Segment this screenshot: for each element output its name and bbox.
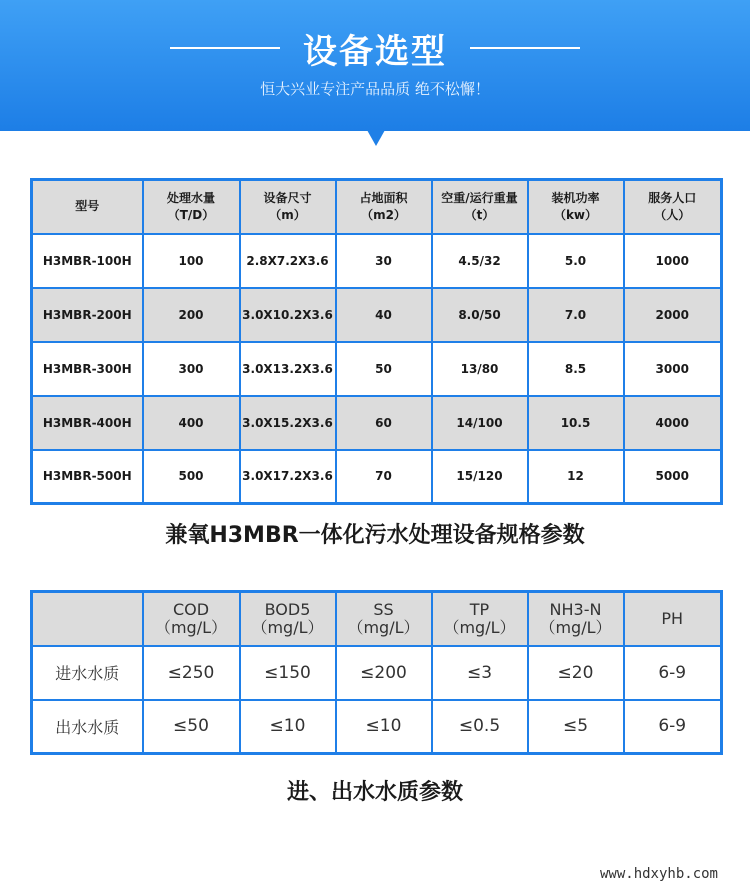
- table-row: [32, 342, 722, 396]
- spec-header-capacity: 处理水量 （T/D）: [143, 180, 240, 234]
- spec-header-weight: 空重/运行重量 （t）: [432, 180, 528, 234]
- page-subtitle: 恒大兴业专注产品品质 绝不松懈！: [260, 80, 490, 98]
- spec-cell: H3MBR-400H: [32, 396, 143, 450]
- spec-cell: 100: [143, 234, 240, 288]
- spec-cell: 30: [336, 234, 432, 288]
- quality-header-bod5: BOD5 （mg/L）: [240, 592, 336, 646]
- quality-cell: ≤3: [432, 646, 528, 700]
- page-title: 设备选型: [303, 32, 447, 72]
- spec-table: [30, 178, 723, 505]
- spec-cell: 2.8X7.2X3.6: [240, 234, 336, 288]
- spec-cell: 70: [336, 450, 432, 504]
- spec-cell: H3MBR-100H: [32, 234, 143, 288]
- quality-cell: ≤0.5: [432, 700, 528, 754]
- spec-cell: 2000: [624, 288, 722, 342]
- quality-header-nh3n: NH3-N （mg/L）: [528, 592, 624, 646]
- spec-cell: 4000: [624, 396, 722, 450]
- spec-cell: 10.5: [528, 396, 624, 450]
- table-row: [32, 700, 722, 754]
- table-row: [32, 646, 722, 700]
- spec-cell: 8.0/50: [432, 288, 528, 342]
- quality-cell: ≤150: [240, 646, 336, 700]
- spec-cell: 3.0X10.2X3.6: [240, 288, 336, 342]
- title-decor-line-right: [470, 47, 580, 49]
- spec-table-caption: 兼氧H3MBR一体化污水处理设备规格参数: [165, 523, 585, 548]
- spec-cell: 5000: [624, 450, 722, 504]
- water-quality-table: [30, 590, 723, 755]
- spec-cell: 12: [528, 450, 624, 504]
- quality-header-cod: COD （mg/L）: [143, 592, 240, 646]
- spec-cell: 8.5: [528, 342, 624, 396]
- quality-cell: ≤50: [143, 700, 240, 754]
- table-row: [32, 288, 722, 342]
- spec-cell: 500: [143, 450, 240, 504]
- spec-cell: 15/120: [432, 450, 528, 504]
- spec-cell: 3.0X13.2X3.6: [240, 342, 336, 396]
- quality-header-blank: [32, 592, 143, 646]
- quality-cell: ≤10: [336, 700, 432, 754]
- quality-cell: ≤200: [336, 646, 432, 700]
- quality-cell: 6-9: [624, 646, 722, 700]
- quality-cell: ≤5: [528, 700, 624, 754]
- spec-cell: H3MBR-300H: [32, 342, 143, 396]
- spec-cell: 7.0: [528, 288, 624, 342]
- quality-header-ph: PH: [624, 592, 722, 646]
- spec-cell: 13/80: [432, 342, 528, 396]
- spec-cell: 200: [143, 288, 240, 342]
- quality-header-tp: TP （mg/L）: [432, 592, 528, 646]
- table-row: [32, 234, 722, 288]
- quality-cell: ≤20: [528, 646, 624, 700]
- spec-header-model: 型号: [32, 180, 143, 234]
- spec-cell: 50: [336, 342, 432, 396]
- table-row: [32, 450, 722, 504]
- table-row: [32, 396, 722, 450]
- quality-table-caption: 进、出水水质参数: [286, 780, 463, 805]
- spec-cell: 60: [336, 396, 432, 450]
- spec-header-row: [32, 180, 722, 234]
- spec-cell: H3MBR-500H: [32, 450, 143, 504]
- spec-cell: 40: [336, 288, 432, 342]
- spec-header-power: 装机功率 （kw）: [528, 180, 624, 234]
- quality-cell: 6-9: [624, 700, 722, 754]
- spec-header-area: 占地面积 （m2）: [336, 180, 432, 234]
- quality-header-row: [32, 592, 722, 646]
- spec-header-size: 设备尺寸 （m）: [240, 180, 336, 234]
- spec-cell: H3MBR-200H: [32, 288, 143, 342]
- spec-cell: 300: [143, 342, 240, 396]
- website-url: www.hdxyhb.com: [599, 866, 718, 882]
- spec-cell: 5.0: [528, 234, 624, 288]
- quality-cell: ≤10: [240, 700, 336, 754]
- spec-cell: 400: [143, 396, 240, 450]
- spec-cell: 14/100: [432, 396, 528, 450]
- spec-cell: 3000: [624, 342, 722, 396]
- spec-header-population: 服务人口 （人）: [624, 180, 722, 234]
- quality-row-label: 出水水质: [32, 700, 143, 754]
- banner-pointer-icon: [367, 130, 385, 146]
- spec-cell: 3.0X17.2X3.6: [240, 450, 336, 504]
- header-banner: [0, 0, 750, 131]
- quality-header-ss: SS （mg/L）: [336, 592, 432, 646]
- spec-cell: 3.0X15.2X3.6: [240, 396, 336, 450]
- quality-row-label: 进水水质: [32, 646, 143, 700]
- spec-cell: 1000: [624, 234, 722, 288]
- quality-cell: ≤250: [143, 646, 240, 700]
- spec-cell: 4.5/32: [432, 234, 528, 288]
